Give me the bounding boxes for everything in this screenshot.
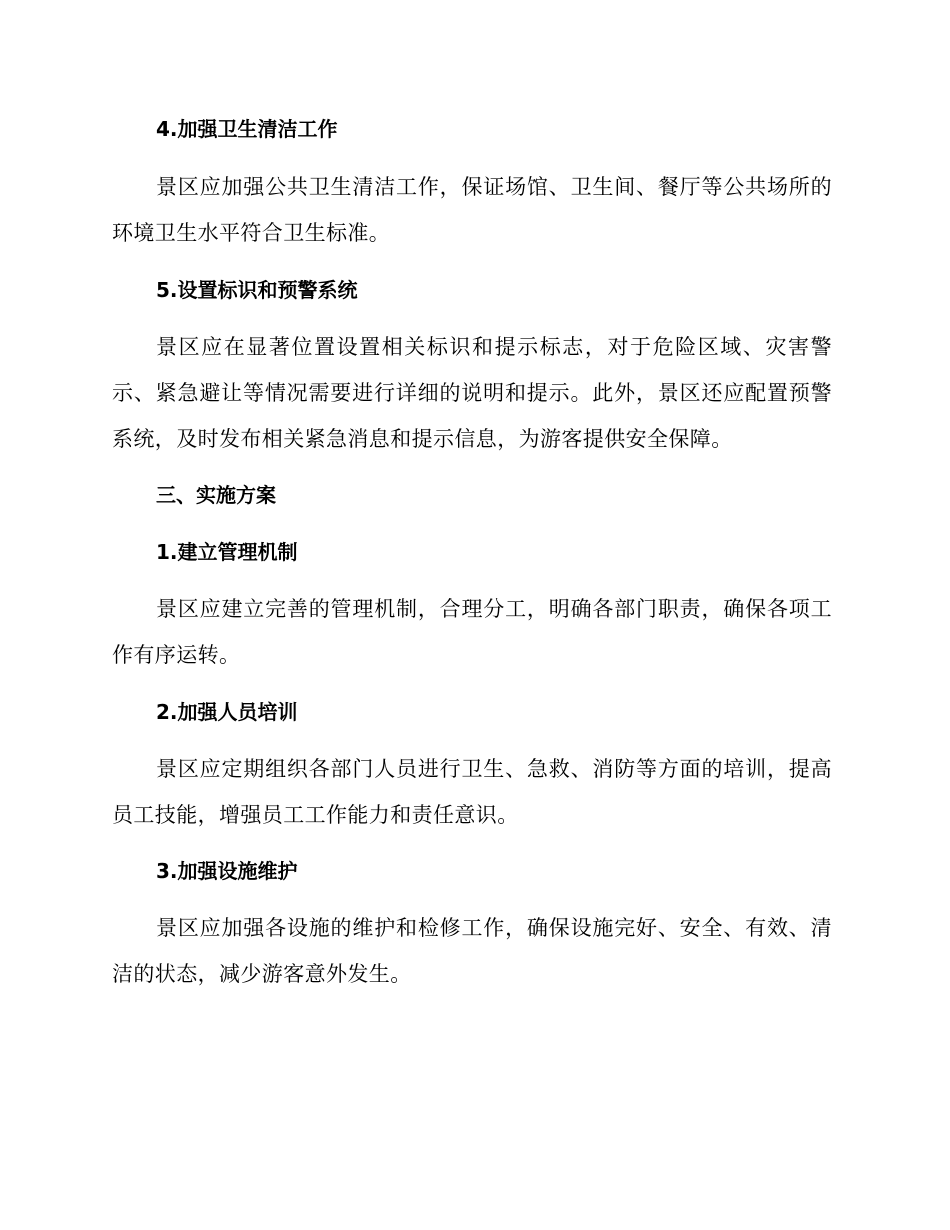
paragraph-training: 景区应定期组织各部门人员进行卫生、急救、消防等方面的培训，提高员工技能，增强员工工作能力和责任意识。 [112,757,832,827]
section-heading-4: 4.加强卫生清洁工作 [156,117,338,141]
paragraph-management: 景区应建立完善的管理机制，合理分工，明确各部门职责，确保各项工作有序运转。 [112,597,832,667]
paragraph-maintenance: 景区应加强各设施的维护和检修工作，确保设施完好、安全、有效、清洁的状态，减少游客意外发生。 [112,916,832,986]
chapter-heading-implementation: 三、实施方案 [156,483,276,507]
section-heading-5: 5.设置标识和预警系统 [156,278,358,302]
section-heading-3: 3.加强设施维护 [156,859,298,883]
section-heading-1: 1.建立管理机制 [156,540,298,564]
paragraph-signage: 景区应在显著位置设置相关标识和提示标志，对于危险区域、灾害警示、紧急避让等情况需要进行详细的说明和提示。此外，景区还应配置预警系统，及时发布相关紧急消息和提示信息，为游客提供安全保障。 [112,335,832,451]
section-heading-2: 2.加强人员培训 [156,700,298,724]
paragraph-cleaning: 景区应加强公共卫生清洁工作，保证场馆、卫生间、餐厅等公共场所的环境卫生水平符合卫生标准。 [112,175,832,245]
